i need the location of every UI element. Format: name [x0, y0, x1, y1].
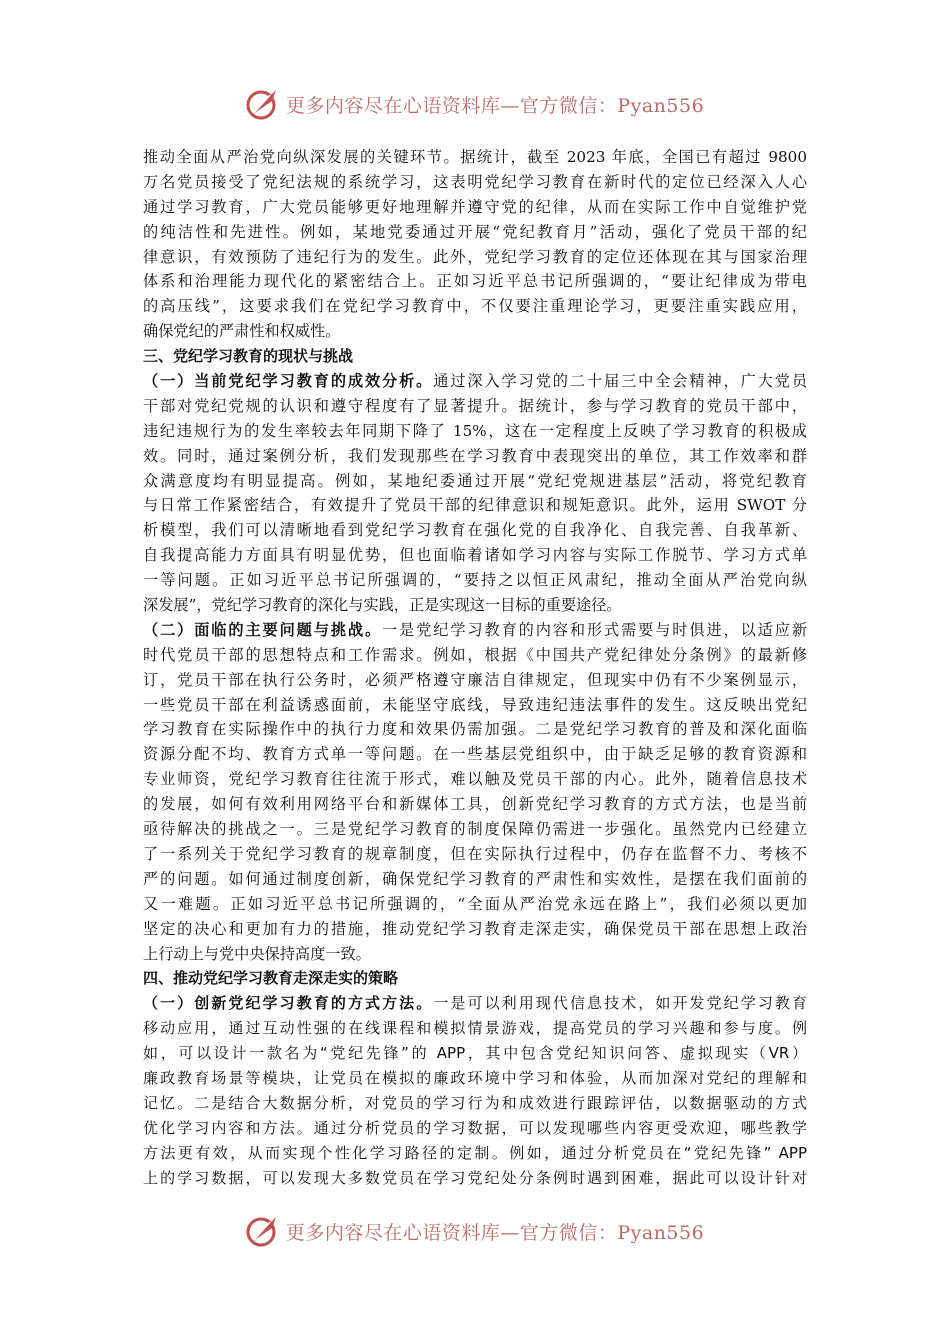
line-text: 确保党纪的严肃性和权威性。	[143, 322, 341, 341]
line-text: 资源分配不均、教育方式单一等问题。在一些基层党组织中，由于缺乏足够的教育资源和	[143, 745, 807, 764]
section-heading	[143, 344, 807, 369]
text-line	[143, 568, 807, 593]
text-line	[143, 742, 807, 767]
text-line	[143, 1116, 807, 1141]
text-line	[143, 195, 807, 220]
text-line	[143, 1066, 807, 1091]
text-line	[143, 319, 807, 344]
line-text: 坚定的决心和更加有力的措施，推动党纪学习教育走深走实，确保党员干部在思想上政治	[143, 919, 807, 938]
text-line	[143, 717, 807, 742]
quill-logo-icon	[246, 87, 280, 121]
line-text: 一等问题。正如习近平总书记所强调的，“要持之以恒正风肃纪，推动全面从严治党向纵	[143, 571, 807, 590]
line-text: 深发展”，党纪学习教育的深化与实践，正是实现这一目标的重要途径。	[143, 596, 622, 615]
subsection-lead: （一）创新党纪学习教育的方式方法。	[143, 994, 434, 1013]
text-line	[143, 1016, 807, 1041]
text-line	[143, 419, 807, 444]
subsection-lead: （一）当前党纪学习教育的成效分析。	[143, 372, 434, 391]
text-line	[143, 618, 807, 643]
line-text: 如，可以设计一款名为“党纪先锋”的 APP，其中包含党纪知识问答、虚拟现实（VR）	[143, 1044, 807, 1063]
text-line	[143, 1091, 807, 1116]
line-text: 四、推动党纪学习教育走深走实的策略	[143, 969, 399, 988]
text-line	[143, 269, 807, 294]
line-text: 一是党纪学习教育的内容和形式需要与时俱进，以适应新	[382, 620, 807, 639]
text-line	[143, 767, 807, 792]
line-text: 的发展，如何有效利用网络平台和新媒体工具，创新党纪学习教育的方式方法，也是当前	[143, 795, 807, 814]
line-text: 一是可以利用现代信息技术，如开发党纪学习教育	[433, 994, 807, 1013]
line-text: 析模型，我们可以清晰地看到党纪学习教育在强化党的自我净化、自我完善、自我革新、	[143, 521, 807, 540]
text-line	[143, 991, 807, 1016]
text-line	[143, 867, 807, 892]
text-line	[143, 792, 807, 817]
line-text: 的纯洁性和先进性。例如，某地党委通过开展“党纪教育月”活动，强化了党员干部的纪	[143, 222, 807, 241]
line-text: 上行动上与党中央保持高度一致。	[143, 944, 371, 963]
watermark-text: 更多内容尽在心语资料库—官方微信：Pyan556	[285, 94, 705, 117]
text-line	[143, 892, 807, 917]
text-line	[143, 917, 807, 942]
line-text: 移动应用，通过互动性强的在线课程和模拟情景游戏，提高党员的学习兴趣和参与度。例	[143, 1019, 807, 1038]
quill-logo-icon	[246, 1214, 280, 1248]
line-text: 众满意度均有明显提高。例如，某地纪委通过开展“党纪党规进基层”活动，将党纪教育	[143, 471, 807, 490]
line-text: 一些党员干部在利益诱惑面前，未能坚守底线，导致违纪违法事件的发生。这反映出党纪	[143, 695, 807, 714]
line-text: 体系和治理能力现代化的紧密结合上。正如习近平总书记所强调的，“要让纪律成为带电	[143, 272, 807, 291]
text-line	[143, 593, 807, 618]
text-line	[143, 394, 807, 419]
line-text: 又一难题。正如习近平总书记所强调的，“全面从严治党永远在路上”，我们必须以更加	[143, 894, 807, 913]
text-line	[143, 693, 807, 718]
text-line	[143, 245, 807, 270]
text-line	[143, 1166, 807, 1191]
section-heading	[143, 966, 807, 991]
line-text: 的高压线”，这要求我们在党纪学习教育中，不仅要注重理论学习，更要注重实践应用，	[143, 297, 807, 316]
text-line	[143, 220, 807, 245]
line-text: 通过学习教育，广大党员能够更好地理解并遵守党的纪律，从而在实际工作中自觉维护党	[143, 197, 807, 216]
text-line	[143, 469, 807, 494]
text-line	[143, 543, 807, 568]
line-text: 专业师资，党纪学习教育往往流于形式，难以触及党员干部的内心。此外，随着信息技术	[143, 770, 807, 789]
watermark-text: 更多内容尽在心语资料库—官方微信：Pyan556	[285, 1221, 705, 1244]
text-line	[143, 493, 807, 518]
line-text: 律意识，有效预防了违纪行为的发生。此外，党纪学习教育的定位还体现在其与国家治理	[143, 247, 807, 266]
line-text: 了一系列关于党纪学习教育的规章制度，但在实际执行过程中，仍存在监督不力、考核不	[143, 844, 807, 863]
text-line	[143, 444, 807, 469]
line-text: 推动全面从严治党向纵深发展的关键环节。据统计，截至 2023 年底，全国已有超过 9800	[143, 148, 807, 166]
line-text: 亟待解决的挑战之一。三是党纪学习教育的制度保障仍需进一步强化。虽然党内已经建立	[143, 820, 807, 839]
subsection-lead: （二）面临的主要问题与挑战。	[143, 620, 383, 639]
text-line	[143, 170, 807, 195]
line-text: 干部对党纪党规的认识和遵守程度有了显著提升。据统计，参与学习教育的党员干部中，	[143, 396, 807, 415]
line-text: 通过深入学习党的二十届三中全会精神，广大党员	[433, 372, 807, 391]
line-text: 严的问题。如何通过制度创新，确保党纪学习教育的严肃性和实效性，是摆在我们面前的	[143, 869, 807, 888]
line-text: 违纪违规行为的发生率较去年同期下降了 15%，这在一定程度上反映了学习教育的积极成	[143, 421, 807, 440]
line-text: 万名党员接受了党纪法规的系统学习，这表明党纪学习教育在新时代的定位已经深入人心	[143, 172, 807, 191]
line-text: 上的学习数据，可以发现大多数党员在学习党纪处分条例时遇到困难，据此可以设计针对	[143, 1168, 807, 1187]
footer-watermark-banner	[0, 1211, 950, 1251]
text-line	[143, 369, 807, 394]
line-text: 自我提高能力方面具有明显优势，但也面临着诸如学习内容与实际工作脱节、学习方式单	[143, 546, 807, 565]
text-line	[143, 942, 807, 967]
text-line	[143, 842, 807, 867]
header-watermark-banner	[0, 84, 950, 124]
line-text: 记忆。二是结合大数据分析，对党员的学习行为和成效进行跟踪评估，以数据驱动的方式	[143, 1093, 807, 1112]
line-text: 与日常工作紧密结合，有效提升了党员干部的纪律意识和规矩意识。此外，运用 SWOT 分	[143, 496, 807, 515]
line-text: 效。同时，通过案例分析，我们发现那些在学习教育中表现突出的单位，其工作效率和群	[143, 446, 807, 465]
document-body	[143, 145, 807, 1190]
line-text: 订，党员干部在执行公务时，必须严格遵守廉洁自律规定，但现实中仍有不少案例显示，	[143, 670, 807, 689]
text-line	[143, 668, 807, 693]
text-line	[143, 518, 807, 543]
line-text: 优化学习内容和方法。通过分析党员的学习数据，可以发现哪些内容更受欢迎，哪些教学	[143, 1118, 807, 1137]
line-text: 学习教育在实际操作中的执行力度和效果仍需加强。二是党纪学习教育的普及和深化面临	[143, 720, 807, 739]
text-line	[143, 145, 807, 170]
line-text: 时代党员干部的思想特点和工作需求。例如，根据《中国共产党纪律处分条例》的最新修	[143, 645, 807, 664]
text-line	[143, 1041, 807, 1066]
text-line	[143, 294, 807, 319]
line-text: 三、党纪学习教育的现状与挑战	[143, 347, 354, 366]
line-text: 方法更有效，从而实现个性化学习路径的定制。例如，通过分析党员在“党纪先锋” APP	[143, 1143, 807, 1162]
text-line	[143, 643, 807, 668]
line-text: 廉政教育场景等模块，让党员在模拟的廉政环境中学习和体验，从而加深对党纪的理解和	[143, 1068, 807, 1087]
text-line	[143, 1141, 807, 1166]
text-line	[143, 817, 807, 842]
